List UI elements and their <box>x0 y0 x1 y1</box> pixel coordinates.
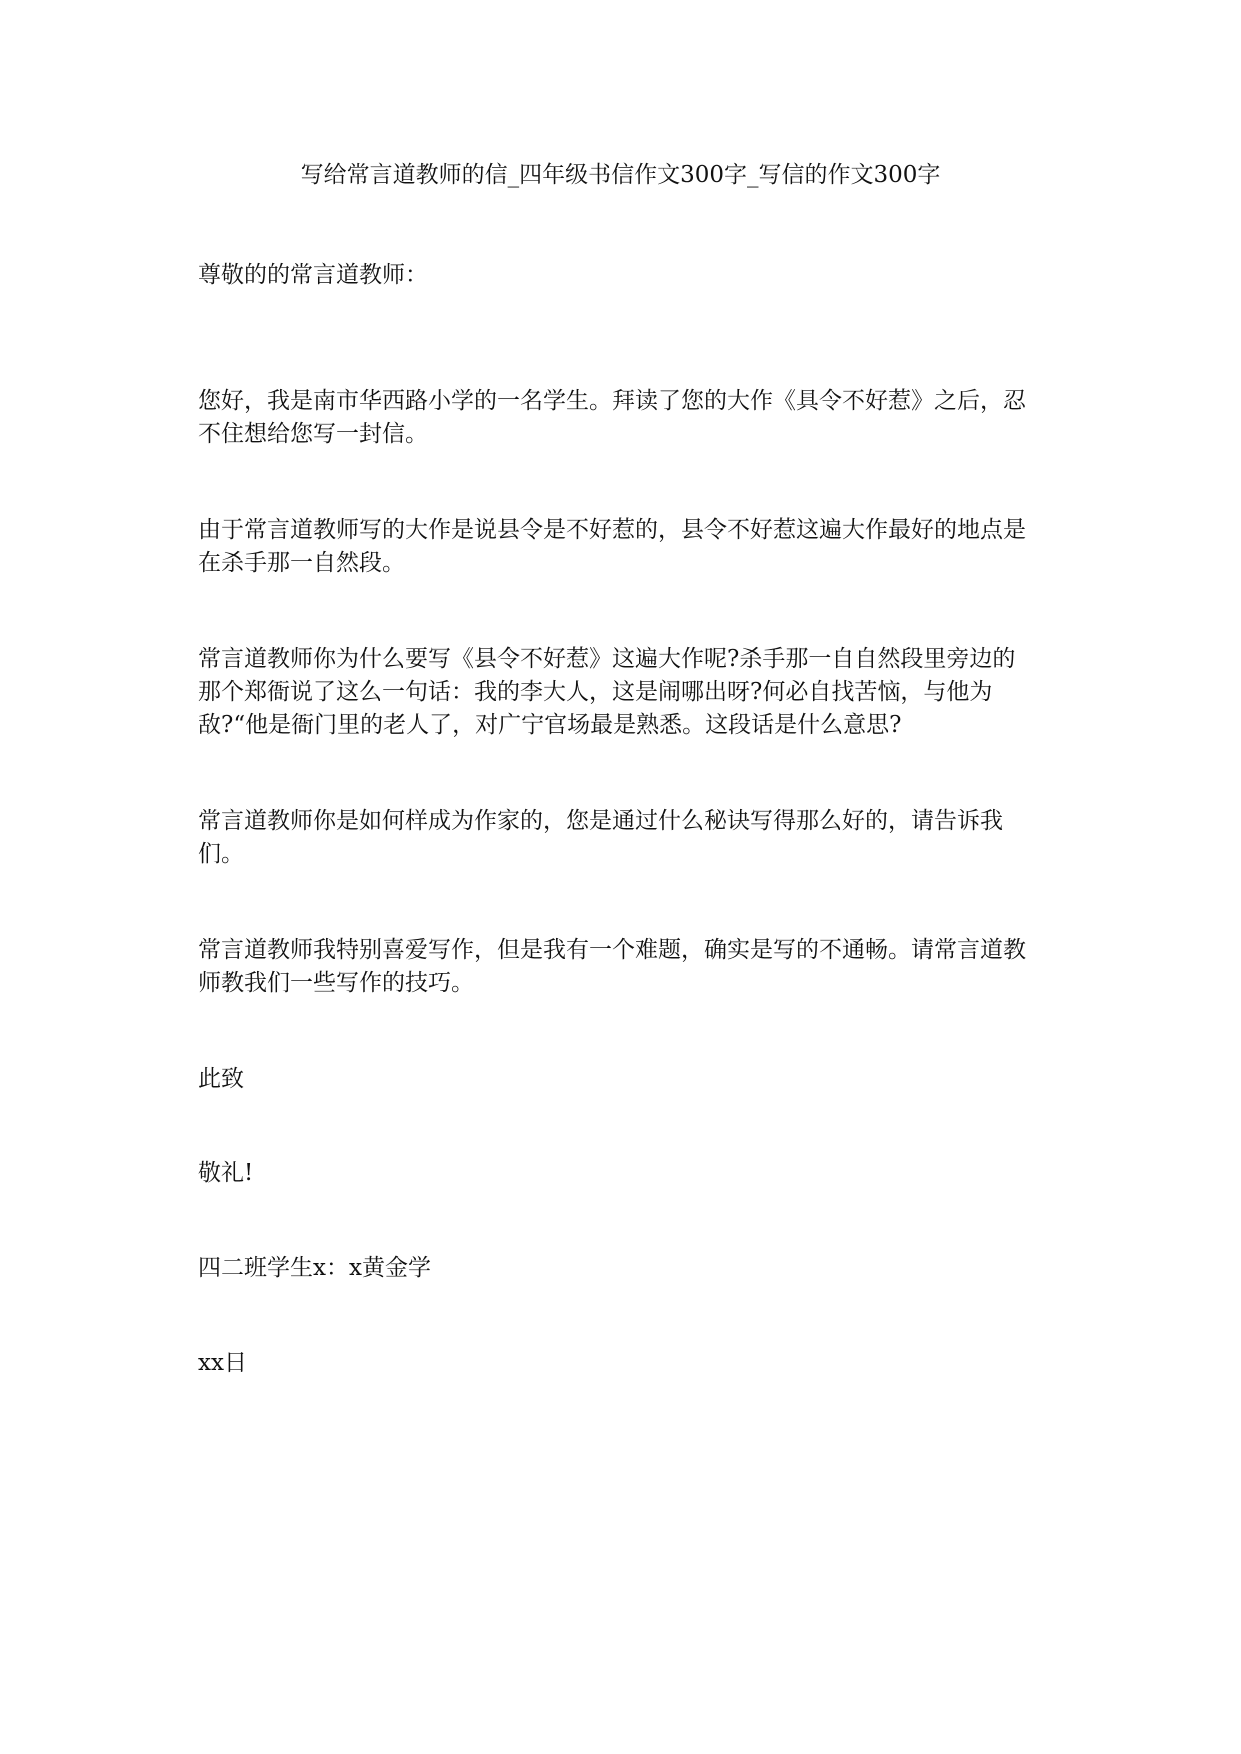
letter-paragraph: 常言道教师我特别喜爱写作，但是我有一个难题，确实是写的不通畅。请常言道教师教我们一些写作的技巧。 <box>198 937 1026 996</box>
letter-closing-line-1: 此致 <box>198 1066 244 1092</box>
document-title: 写给常言道教师的信_四年级书信作文300字_写信的作文300字 <box>300 162 941 188</box>
letter-paragraph: 您好，我是南市华西路小学的一名学生。拜读了您的大作《具令不好惹》之后，忍不住想给您写一封信。 <box>198 388 1026 447</box>
letter-paragraph: 常言道教师你为什么要写《县令不好惹》这遍大作呢?杀手那一自自然段里旁边的那个郑衙说了这么一句话：我的李大人，这是闹哪出呀?何必自找苦恼，与他为敌?“他是衙门里的老人了，对广宁官场最是熟悉。这段话是什么意思? <box>198 646 1016 738</box>
letter-paragraph: 由于常言道教师写的大作是说县令是不好惹的，县令不好惹这遍大作最好的地点是在杀手那一自然段。 <box>198 517 1026 576</box>
letter-closing-line-2: 敬礼! <box>198 1160 254 1186</box>
letter-salutation: 尊敬的的常言道教师： <box>198 262 428 288</box>
letter-date: xx日 <box>198 1350 247 1376</box>
letter-signature: 四二班学生x：x黄金学 <box>198 1255 431 1281</box>
letter-paragraph: 常言道教师你是如何样成为作家的，您是通过什么秘诀写得那么好的，请告诉我们。 <box>198 808 1003 867</box>
